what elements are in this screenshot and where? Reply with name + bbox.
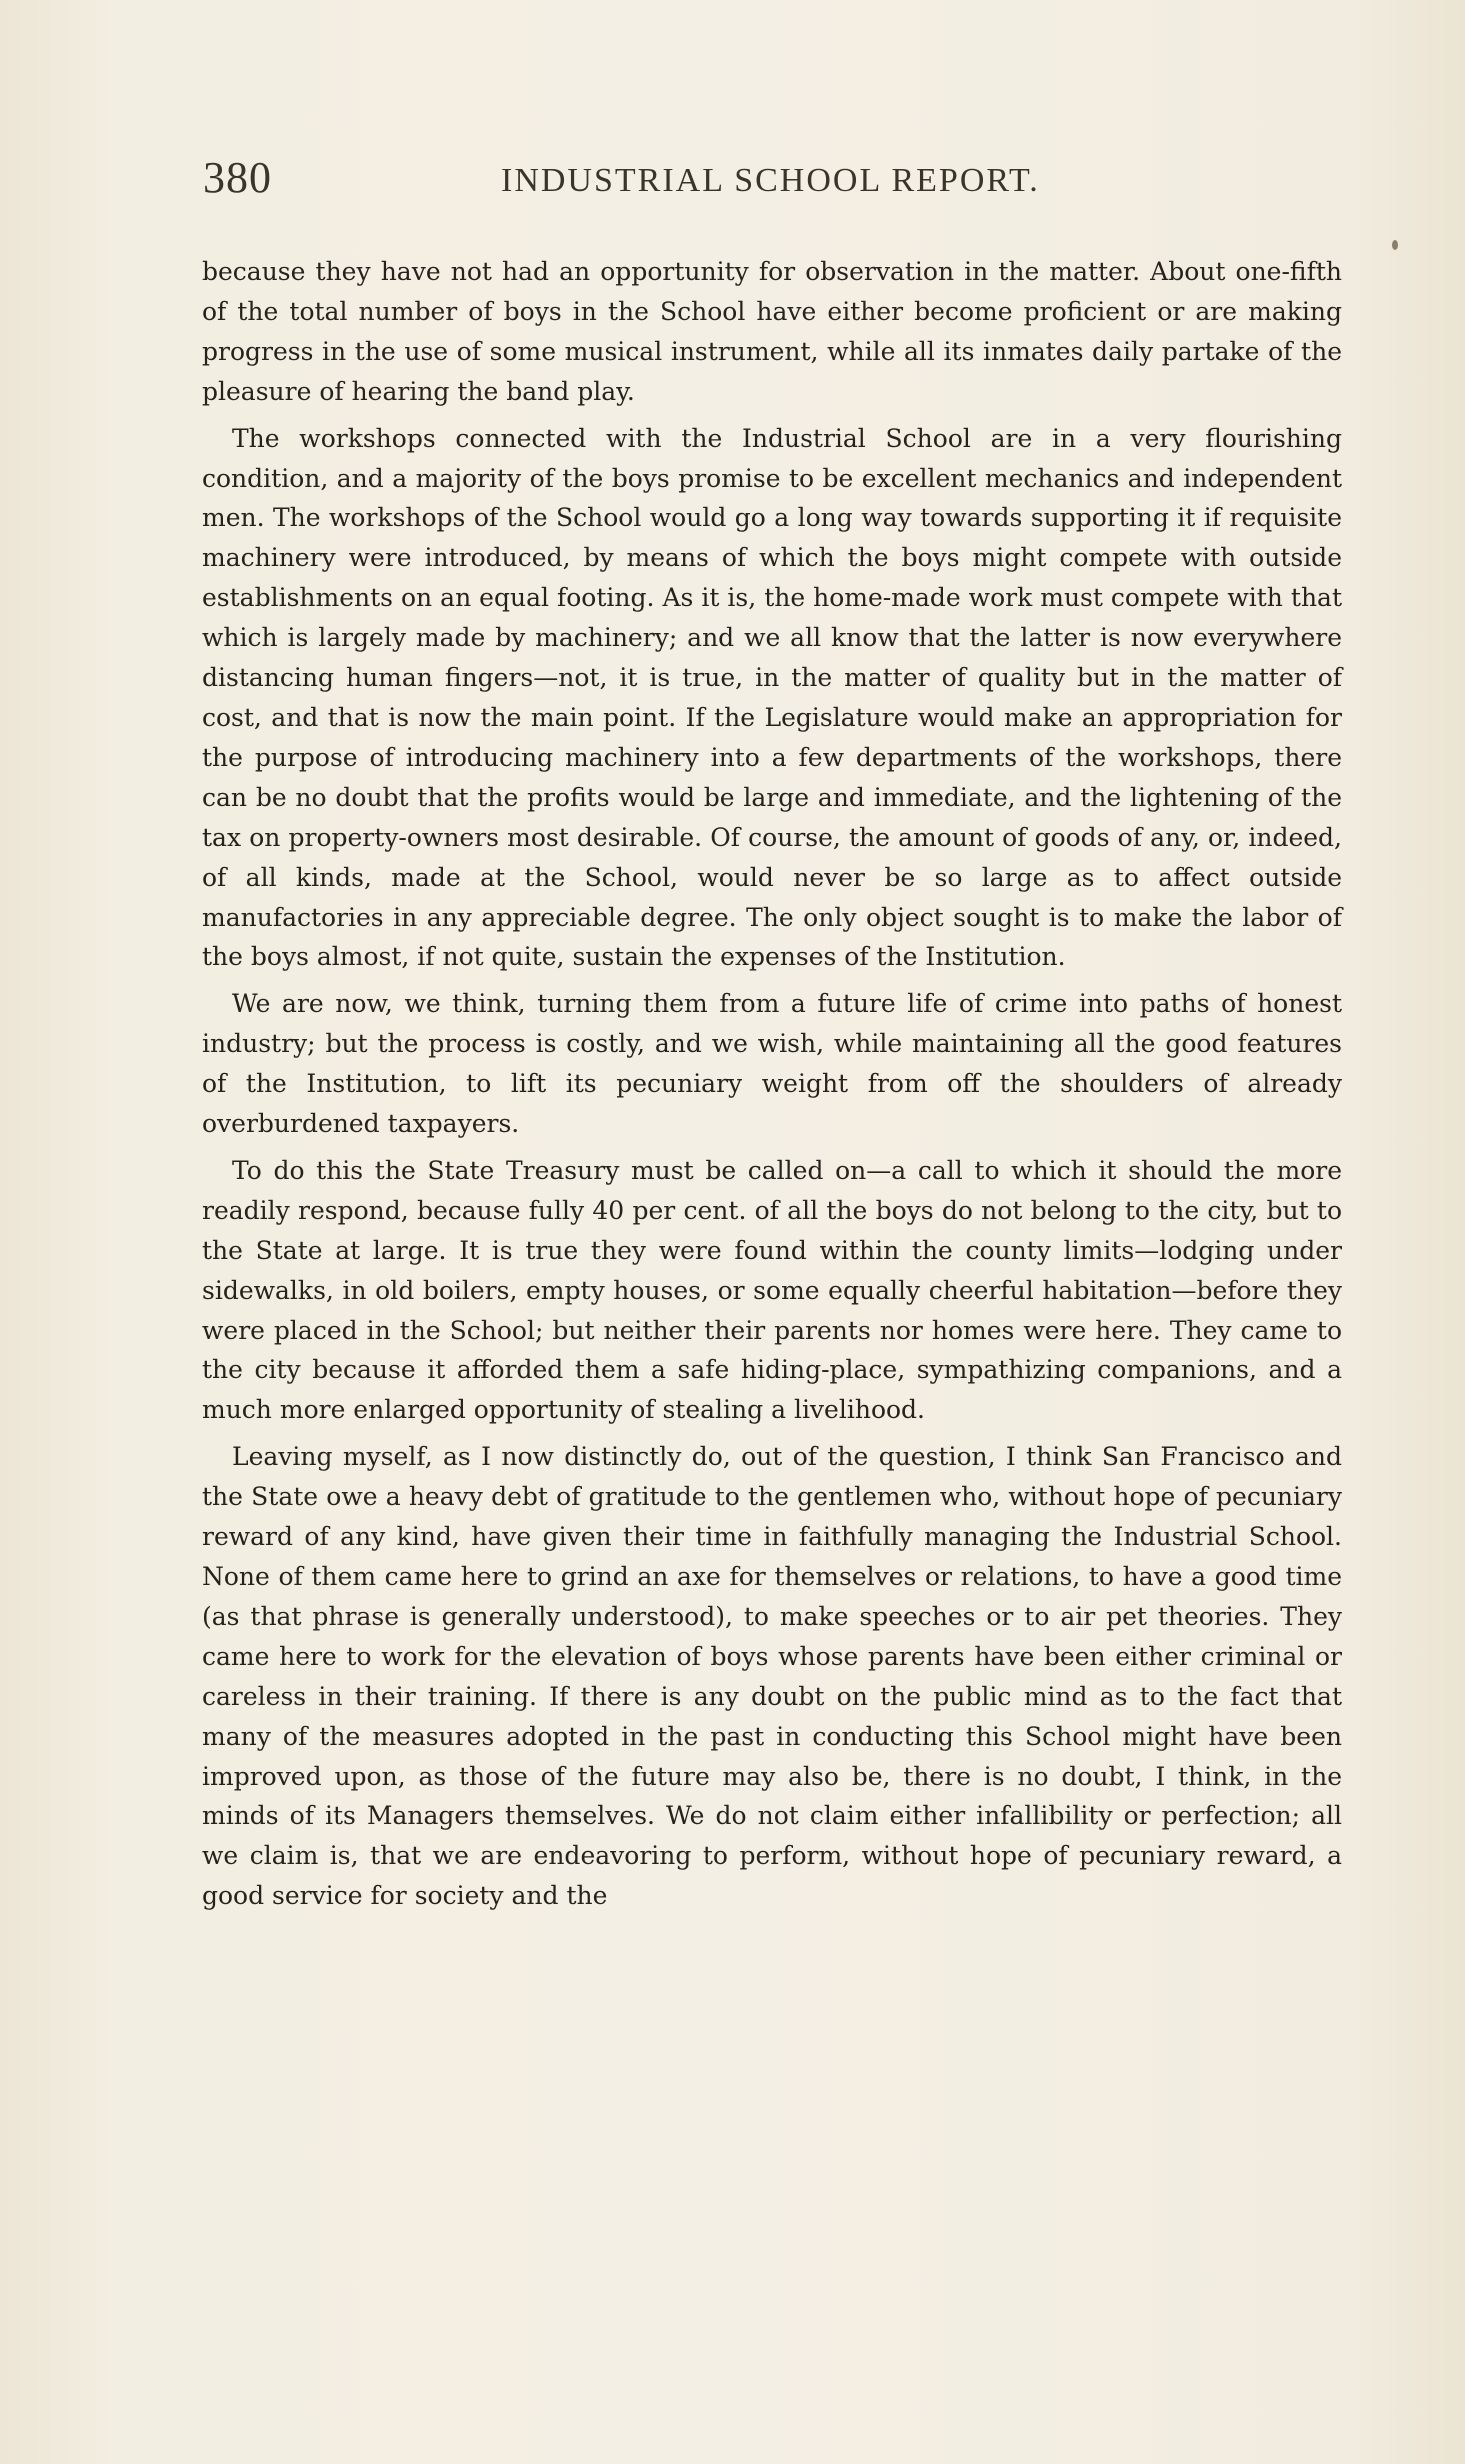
- paragraph-5: Leaving myself, as I now distinctly do, out of the question, I think San Francisco and the State owe a heavy debt of gratitude to the gentlemen who, without hope of pecuniary reward of any kind, have given their time in faithfully managing the Industrial School. None of them came here to grind an axe for themselves or relations, to have a good time (as that phrase is generally understood), to make speeches or to air pet theories. They came here to work for the elevation of boys whose parents have been either criminal or careless in their training. If there is any doubt on the public mind as to the fact that many of the measures adopted in the past in conducting this School might have been improved upon, as those of the future may also be, there is no doubt, I think, in the minds of its Managers themselves. We do not claim either infallibility or perfection; all we claim is, that we are endeavoring to perform, without hope of pecuniary reward, a good service for society and the: [202, 1442, 1342, 1911]
- paragraph-1: because they have not had an opportunity for observation in the matter. About one-fifth of the total number of boys in the School have either become proficient or are making progress in the use of some musical instrument, while all its inmates daily partake of the pleasure of hearing the band play.: [202, 257, 1342, 406]
- page-header: [203, 148, 1263, 208]
- paragraph-4: To do this the State Treasury must be called on—a call to which it should the more readily respond, because fully 40 per cent. of all the boys do not belong to the city, but to the State at large. It is true they were found within the county limits—lodging under sidewalks, in old boilers, empty houses, or some equally cheerful habitation—before they were placed in the School; but neither their parents nor homes were here. They came to the city because it afforded them a safe hiding-place, sympathizing companions, and a much more enlarged opportunity of stealing a livelihood.: [202, 1155, 1342, 1425]
- body-text: [202, 252, 1342, 1923]
- paragraph-2: The workshops connected with the Industrial School are in a very flourishing condition, and a majority of the boys promise to be excellent mechanics and independent men. The workshops of the School would go a long way towards supporting it if requisite machinery were introduced, by means of which the boys might compete with outside establishments on an equal footing. As it is, the home-made work must compete with that which is largely made by machinery; and we all know that the latter is now everywhere distancing human fingers—not, it is true, in the matter of quality but in the matter of cost, and that is now the main point. If the Legislature would make an appropriation for the purpose of introducing machinery into a few departments of the workshops, there can be no doubt that the profits would be large and immediate, and the lightening of the tax on property-owners most desirable. Of course, the amount of goods of any, or, indeed, of all kinds, made at the School, would never be so large as to affect outside manufactories in any appreciable degree. The only object sought is to make the labor of the boys almost, if not quite, sustain the expenses of the Institution.: [202, 423, 1342, 972]
- ink-speck: [1392, 240, 1398, 250]
- running-title: INDUSTRIAL SCHOOL REPORT.: [501, 162, 1040, 199]
- page-number: 380: [203, 153, 272, 202]
- paragraph-3: We are now, we think, turning them from a future life of crime into paths of honest industry; but the process is costly, and we wish, while maintaining all the good features of the Institution, to lift its pecuniary weight from off the shoulders of already overburdened taxpayers.: [202, 989, 1342, 1139]
